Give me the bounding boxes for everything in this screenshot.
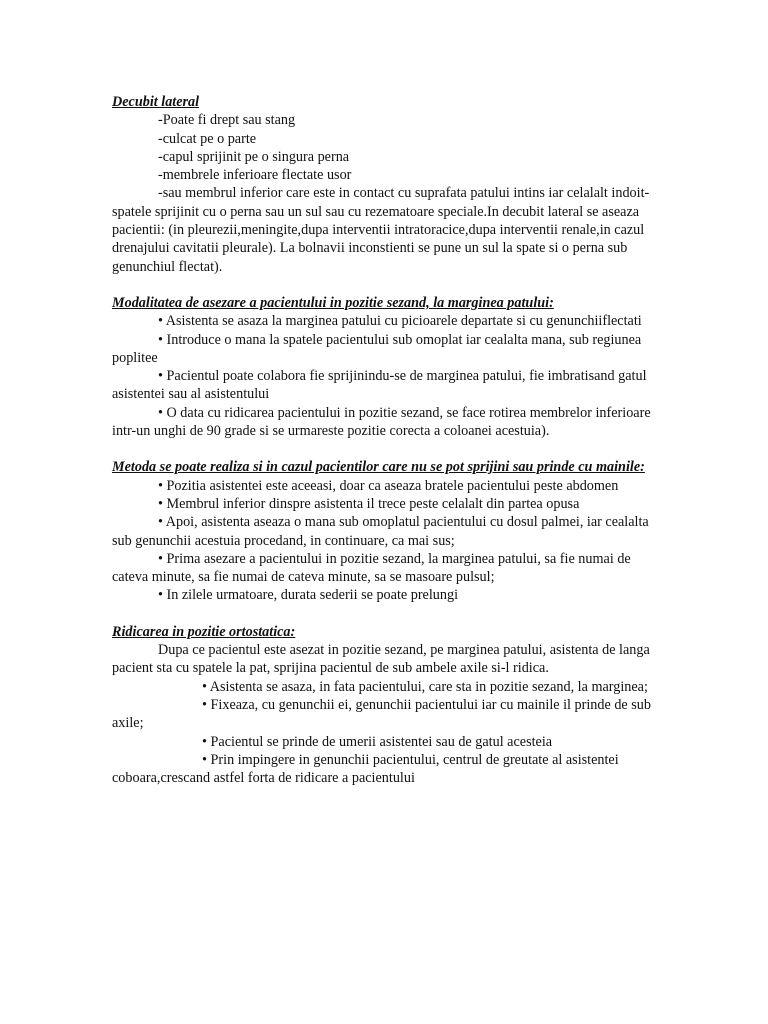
section-heading: Modalitatea de asezare a pacientului in pozitie sezand, la marginea patului:	[112, 294, 554, 311]
bullet-item: • Pacientul poate colabora fie sprijinindu-se de marginea patului, fie imbratisand gatul asistentei sau al asistentului	[112, 368, 647, 403]
bullet-item: • Membrul inferior dinspre asistenta il trece peste celalalt din partea opusa	[158, 495, 580, 512]
paragraph: -Poate fi drept sau stang	[158, 112, 296, 129]
document-page	[112, 93, 652, 805]
bullet-item: • Fixeaza, cu genunchii ei, genunchii pacientului iar cu mainile il prinde de sub axile;	[112, 696, 651, 732]
bullet-item: • Asistenta se asaza, in fata pacientului, care sta in pozitie sezand, la marginea;	[202, 678, 648, 695]
paragraph: -culcat pe o parte	[158, 130, 257, 147]
paragraph: -sau membrul inferior care este in contact cu suprafata patului intins iar celalalt indoit-spatele sprijinit cu o perna sau un sul sau cu rezematoare speciale.In decubit lateral se aseaza pacientii: (in pleurezii,meningite,dupa interventii intratoracice,dupa interventii renale,in cazul drenajului cavitatii pleurale). La bolnavii inconstienti se pune un sul la spate si o perna sub genunchiul flectat).	[112, 185, 650, 275]
bullet-item: • O data cu ridicarea pacientului in pozitie sezand, se face rotirea membrelor inferioare intr-un unghi de 90 grade si se urmareste pozitie corecta a coloanei acestuia).	[112, 404, 651, 440]
bullet-item: • Prin impingere in genunchii pacientului, centrul de greutate al asistentei coboara,crescand astfel forta de ridicare a pacientului	[112, 751, 619, 787]
section-heading: Ridicarea in pozitie ortostatica:	[112, 623, 296, 640]
bullet-item: • In zilele urmatoare, durata sederii se poate prelungi	[158, 587, 459, 604]
section-asezare-sezand	[112, 294, 652, 440]
section-decubit-lateral	[112, 93, 652, 276]
section-heading: Metoda se poate realiza si in cazul pacientilor care nu se pot sprijini sau prinde cu mainile:	[112, 459, 645, 476]
paragraph: Dupa ce pacientul este asezat in pozitie sezand, pe marginea patului, asistenta de langa pacient sta cu spatele la pat, sprijina pacientul de sub ambele axile si-l ridica.	[112, 642, 650, 677]
bullet-item: • Prima asezare a pacientului in pozitie sezand, la marginea patului, sa fie numai de cateva minute, sa fie numai de cateva minute, sa se masoare pulsul;	[112, 550, 631, 586]
section-heading: Decubit lateral	[112, 94, 200, 110]
bullet-item: • Pozitia asistentei este aceeasi, doar ca aseaza bratele pacientului peste abdomen	[158, 477, 619, 494]
bullet-item: • Introduce o mana la spatele pacientului sub omoplat iar cealalta mana, sub regiunea poplitee	[112, 331, 642, 366]
bullet-item: • Asistenta se asaza la marginea patului cu picioarele departate si cu genunchiiflectati	[158, 313, 642, 330]
section-metoda-alternativa	[112, 458, 652, 604]
section-ridicare-ortostatica	[112, 623, 652, 788]
paragraph: -capul sprijinit pe o singura perna	[158, 148, 350, 165]
bullet-item: • Pacientul se prinde de umerii asistentei sau de gatul acesteia	[202, 733, 553, 750]
bullet-item: • Apoi, asistenta aseaza o mana sub omoplatul pacientului cu dosul palmei, iar cealalta sub genunchii acestuia procedand, in continuare, ca mai sus;	[112, 514, 649, 549]
paragraph: -membrele inferioare flectate usor	[158, 167, 352, 184]
